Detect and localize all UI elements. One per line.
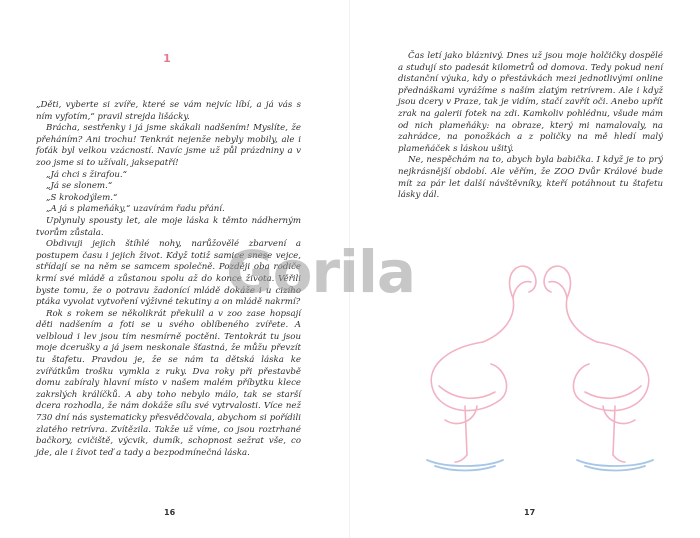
paragraph: Brácha, sestřenky i já jsme skákali nadšením! Myslíte, že přeháním? Ani trochu! Tenkrát nejenže nebyly mobily, ale i foťák byl velkou vzácností. Navíc jsme už půl prázdniny a v zoo jsme si to užívali, jaksepatří! [36, 123, 301, 168]
left-flamingo [431, 266, 536, 462]
paragraph: Čas letí jako bláznivý. Dnes už jsou moje holčičky dospělé a studují sto padesát kilometrů od domova. Tedy pokud není distanční výuka, kdy o přestávkách mezi jednotlivými online přednáškami vyrážíme s naším zlatým retrívrem. Ale i když jsou dcery v Praze, tak je vidím, stačí zavřít oči. Anebo upřít zrak na galerii fotek na zdi. Kamkoliv pohlédnu, všude mám od nich plameňáky: na obraze, který mi namalovaly, na zahrádce, na ponožkách a z poličky na mě hledí malý plameňáček s láskou ušitý. [398, 51, 663, 154]
paragraph: Rok s rokem se několikrát překulil a v zoo zase hopsají děti nadšením a foti se u svého oblíbeného zvířete. A velbloud i lev jsou tím nesmírně poctěni. Tentokrát tu jsou moje dcerušky a já jsem neskonale šťastná, že můžu převzít tu štafetu. Pravdou je, že se nám ta dětská láska ke zvířátkům trošku vymkla z ruky. Dva roky při přestavbě domu zabíraly hlavní místo v našem malém příbytku klece zakrslých králíčků. A aby toho nebylo málo, tak se starší dcera rozhodla, že nám dokáže sílu své vytrvalosti. Více než 730 dní nás systematicky přesvědčovala, abychom si pořídili zlatého retrívra. Zvítězila. Takže už víme, co jsou roztrhané bačkory, cvičiště, výcvik, dumík, schopnost sežrat vše, co jde, ale i život teď a tady a bezpodmínečná láska. [36, 308, 301, 458]
paragraph: Ne, nespěchám na to, abych byla babička. I když je to prý nejkrásnější období. Ale věřím, že ZOO Dvůr Králové bude mít za pár let další návštěvníky, kteří potáhnout tu štafetu lásky dál. [398, 155, 663, 201]
paragraph: Obdivuji jejich štíhlé nohy, narůžovělé zbarvení a postupem času i jejich život. Když totiž samice snese vejce, střídají se na něm se samcem společně. Později oba rodiče krmí své mládě a zůstanou spolu až do konce života. Věřili byste tomu, že o potravu žadonící mládě dokáže i u cizího ptáka vyvolat vytvoření výživné tekutiny a on mládě nakrmí? [36, 239, 301, 308]
water-ripples [427, 460, 653, 471]
paragraph: „S krokodýlem.“ [46, 192, 118, 203]
chapter-number: 1 [163, 52, 171, 65]
page-number-left: 16 [164, 508, 176, 517]
watermark: Gorila [226, 238, 415, 306]
flamingo-pair-icon [405, 250, 675, 475]
paragraph: Uplynuly spousty let, ale moje láska k těmto nádherným tvorům zůstala. [36, 215, 301, 238]
paragraph: „A já s plameňáky,“ uzavírám řadu přání. [46, 204, 225, 215]
paragraph: „Já se slonem.“ [46, 181, 113, 192]
right-flamingo [544, 266, 649, 462]
paragraph: „Děti, vyberte si zvíře, které se vám nejvíc líbí, a já vás s ním vyfotím,“ pravil strejda lišácky. [36, 100, 301, 122]
paragraph: „Já chci s žirafou.“ [46, 169, 128, 180]
page-number-right: 17 [524, 508, 536, 517]
right-page-text [398, 51, 663, 202]
